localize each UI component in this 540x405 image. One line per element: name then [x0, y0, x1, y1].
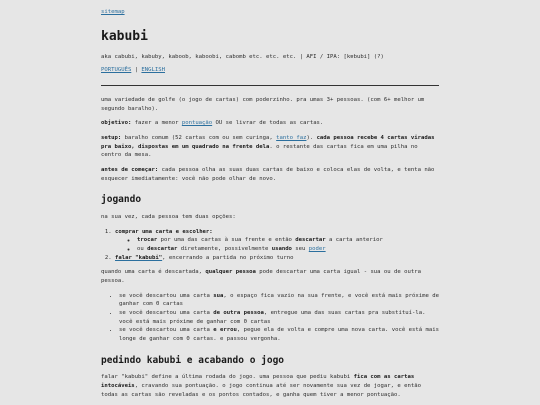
end-bold: fica com as cartas intocáveis — [101, 374, 415, 389]
objective-post: OU se livrar de todas as cartas. — [212, 120, 324, 127]
kabubi-option-text: , encerrando a partida no próximo turno — [162, 254, 294, 261]
list-item — [119, 309, 439, 326]
trade-bold: trocar — [137, 237, 158, 244]
end-paragraph — [101, 373, 439, 399]
setup-bold: cada pessoa recebe 4 cartas viradas pra baixo, dispostas em um quadrado na frente dela — [101, 135, 435, 150]
before-label: antes de começar: — [101, 167, 159, 174]
end-text-1: falar "kabubi" define a última rodada do jogo. uma pessoa que pediu kabubi — [101, 374, 354, 381]
setup-text-1: baralho comum (52 cartas com ou sem curinga, — [121, 135, 277, 142]
setup-paragraph — [101, 134, 439, 160]
bullet-text: , entregue uma das suas cartas pra substituí-la. você está mais próxime de ganhar com 0 cartas — [119, 309, 426, 325]
bullet-text: se você descartou uma carta — [119, 309, 214, 316]
setup-text-3: . o restante das cartas fica em uma pilha no centro da mesa. — [101, 143, 418, 159]
lang-separator: | — [131, 67, 142, 74]
end-text-2: , cravando sua pontuação. o jogo continua até ser novamente sua vez de jogar, e então todas as cartas são reveladas e os pontos contados, e ganha quem tiver a menor pontuação. — [101, 382, 421, 398]
falar-kabubi-label: falar "kabubi" — [115, 254, 163, 261]
buy-suboptions — [115, 236, 439, 253]
page-title: kabubi — [101, 28, 148, 44]
setup-text-2: ). — [306, 135, 317, 142]
bullet-text: se você descartou uma carta — [119, 327, 214, 334]
suboption-discard — [137, 245, 439, 254]
sitemap-link[interactable]: sitemap — [101, 9, 125, 15]
bullet-text: , o espaço fica vazio na sua frente, e você está mais próxime de ganhar com 0 cartas — [119, 292, 439, 308]
option-buy-label: comprar uma carta e escolher: — [115, 228, 213, 235]
divider — [101, 85, 439, 86]
falar-kabubi-link[interactable] — [115, 255, 162, 261]
bullet-bold: de outra pessoa — [213, 309, 264, 316]
trade-text: por uma das cartas à sua frente e então — [157, 237, 296, 244]
bullet-text: , pegue ela de volta e compre uma nova carta. você está mais longe de ganhar com 0 cartas. e passou vergonha. — [119, 327, 439, 342]
suboption-trade — [137, 236, 439, 245]
bullet-bold: sua — [213, 292, 224, 299]
discard-rules-list — [101, 292, 439, 344]
list-item — [119, 292, 439, 309]
trade-text-end: a carta anterior — [325, 237, 383, 244]
page-content — [101, 0, 439, 399]
aka-line: aka cabubi, kabuby, kaboob, kaboobi, cabomb etc. etc. etc. | AFI / IPA: [kɐbubi] (?) — [101, 53, 384, 60]
lang-en-link[interactable]: ENGLISH — [141, 67, 165, 74]
discard-bold: descartar — [295, 237, 326, 244]
intro-text: uma variedade de golfe (o jogo de cartas) com poderzinho. pra umas 3+ pessoas. (com 6+ melhor um segundo baralho). — [101, 97, 425, 112]
section-jogando: jogando — [101, 194, 142, 206]
bullet-text: se você descartou uma carta — [119, 292, 214, 299]
discard-direct-bold: descartar — [147, 246, 178, 253]
turn-intro: na sua vez, cada pessoa tem duas opções: — [101, 214, 236, 221]
seu-text: seu — [291, 246, 309, 253]
discard-pre: quando uma carta é descartada, — [101, 269, 206, 276]
poder-link[interactable]: poder — [308, 246, 326, 253]
or-text: ou — [137, 246, 148, 253]
objective-label: objetivo: — [101, 120, 132, 127]
section-pedindo: pedindo kabubi e acabando o jogo — [101, 354, 285, 366]
list-item — [119, 326, 439, 343]
pontuacao-link[interactable]: pontuação — [181, 120, 213, 127]
using-bold: usando — [271, 246, 292, 253]
setup-label: setup: — [101, 135, 122, 142]
options-list — [101, 228, 439, 263]
objective-paragraph — [101, 119, 439, 128]
discard-bold-anyone: qualquer pessoa — [205, 269, 256, 276]
objective-pre: fazer a menor — [131, 120, 182, 127]
before-paragraph — [101, 166, 439, 183]
discard-paragraph — [101, 268, 439, 285]
language-switch — [101, 66, 439, 75]
bullet-bold: e errou — [213, 327, 237, 334]
option-kabubi — [115, 254, 439, 263]
lang-pt-link[interactable]: PORTUGUÊS — [101, 67, 132, 74]
discard-direct-text: diretamente, possivelmente — [177, 246, 272, 253]
discard-post: pode descartar uma carta igual - sua ou de outra pessoa. — [101, 269, 421, 285]
option-buy — [115, 228, 439, 254]
before-text: cada pessoa olha as suas duas cartas de baixo e coloca elas de volta, e tenta não esquecer imediatamente: você não pode olhar de novo. — [101, 167, 435, 182]
tanto-faz-link[interactable]: tanto faz — [276, 135, 307, 142]
